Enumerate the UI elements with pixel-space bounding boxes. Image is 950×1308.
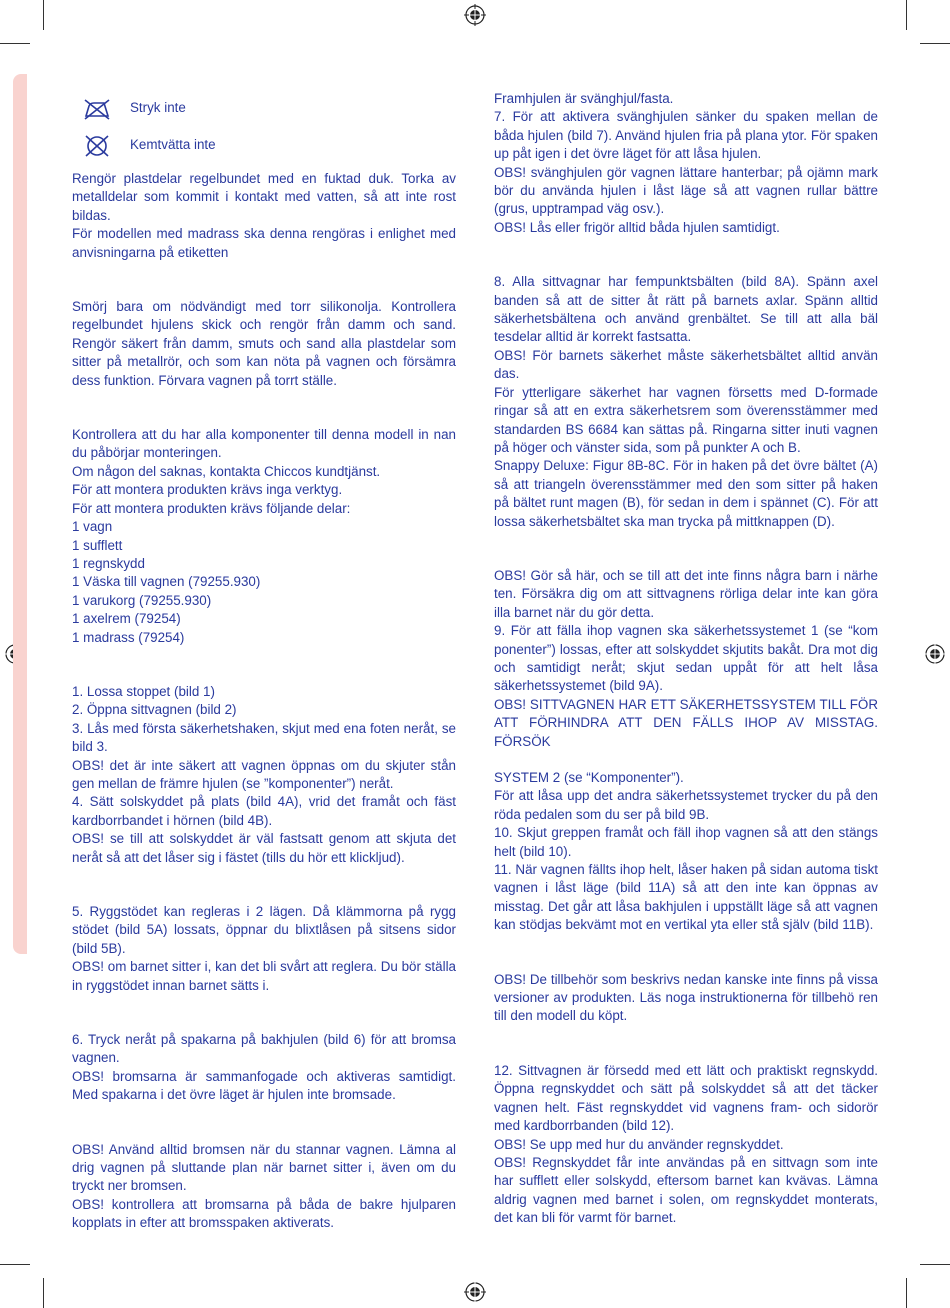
crop-mark [43,0,44,30]
wheels-note: OBS! Lås eller frigör alltid båda hjulen samtidigt. [494,219,780,235]
wheels-note: OBS! svänghjulen gör vagnen lättare hanterbar; på ojämn mark bör du använda hjulen i låst läge så att vagnen rullar bättre (grus, upptrampad väg osv.). [494,164,878,217]
wheels-text: Framhjulen är svänghjul/fasta. [494,91,674,106]
components-list-item: 1 Väska till vagnen (79255.930) [72,574,261,590]
components-list-item: 1 regnskydd [72,555,145,571]
crop-mark [920,43,950,44]
components-list-item: 1 varukorg (79255.930) [72,592,212,608]
folding-step: 11. När vagnen fällts ihop helt, låser haken på sidan automa tiskt vagnen i låst läge (bild 11A) så att den inte kan öppnas av misstag. Det går att låsa bakhjulen i uppställt läge så att vagnen kan stödjas bekvämt mot en vertikal yta eller stå själv (bild 11B). [494,862,878,933]
brake-warning: OBS! Använd alltid bromsen när du stannar vagnen. Lämna al drig vagnen på sluttande plan när barnet sitter i, även om du tryckt ner bromsen. [72,1141,456,1194]
cleaning-text: Rengör plastdelar regelbundet med en fuktad duk. Torka av metalldelar som kommit i kontakt med vatten, så att inte rost bildas. [72,171,456,223]
components-list-item: 1 madrass (79254) [72,629,185,645]
registration-mark-icon [464,4,486,26]
registration-mark-icon [464,1281,486,1303]
backrest-step: 5. Ryggstödet kan regleras i 2 lägen. Då klämmorna på rygg stödet (bild 5A) lossats, öppnar du blixtlåsen på sitsens sidor (bild 5B). [72,904,456,956]
right-column [494,90,878,1228]
wheels-step: 7. För att aktivera svänghjulen sänker du spaken mellan de båda hjulen (bild 7). Använd hjulen fria på plana ytor. För spaken up påt igen i det övre läget för att låsa hjulen. [494,109,878,162]
folding-warning: OBS! Gör så här, och se till att det inte finns några barn i närhe ten. Försäkra dig om att sittvagnens rörliga delar inte kan göra illa barnet när du gör detta. [494,567,878,620]
care-label: Stryk inte [130,100,186,116]
belts-step: 8. Alla sittvagnar har fempunktsbälten (bild 8A). Spänn axel banden så att de sitter åt rätt på barnets axlar. Spänn alltid säkerhetsbältena och använd grenbältet. Se till att alla bäl tesdelar alltid är korrekt fastsatta. [494,274,878,345]
components-text: För att montera produkten krävs följande delar: [72,500,351,516]
belts-text: Snappy Deluxe: Figur 8B-8C. För in haken på det övre bältet (A) så att triangeln överensstämmer med den som sitter på haken på bältet runt magen (B), för sedan in dem i spännet (C). För att lossa säkerhetsbältet ska man trycka på mittknappen (D). [494,458,878,529]
crop-mark [43,1278,44,1308]
belts-note: OBS! För barnets säkerhet måste säkerhetsbältet alltid använ das. [494,347,878,382]
raincover-step: 12. Sittvagnen är försedd med ett lätt och praktiskt regnskydd. Öppna regnskyddet och sätt på solskyddet så att det täcker vagnen helt. Fäst regnskyddet vid vagnens fram- och sidorör med kardborrbanden (bild 12). [494,1062,878,1134]
registration-mark-icon [924,643,946,665]
edge-color-tab [13,74,27,954]
backrest-note: OBS! om barnet sitter i, kan det bli svårt att reglera. Du bör ställa in ryggstödet innan barnet sätts i. [72,959,456,993]
folding-step: 9. För att fälla ihop vagnen ska säkerhetssystemet 1 (se “kom ponenter”) lossas, efter att solskyddet skjutits bakåt. Dra mot dig och samtidigt neråt; skjut sedan uppåt för att helt låsa säkerhetssystemet (bild 9A). [494,623,878,694]
components-list-item: 1 axelrem (79254) [72,611,181,627]
opening-step: 4. Sätt solskyddet på plats (bild 4A), vrid det framåt och fäst kardborrbandet i hörnen (bild 4B). [72,794,456,828]
accessories-note: OBS! De tillbehör som beskrivs nedan kanske inte finns på vissa versioner av produkten. Läs noga instruktionerna för tillbehö ren till den modell du köpt. [494,971,878,1024]
crop-mark [906,0,907,30]
brakes-note: OBS! bromsarna är sammanfogade och aktiveras samtidigt. Med spakarna i det övre läget är hjulen inte bromsade. [72,1068,456,1103]
opening-step: 1. Lossa stoppet (bild 1) [72,683,215,699]
care-label: Kemtvätta inte [130,137,216,153]
care-row-no-iron [72,90,456,127]
folding-step: 10. Skjut greppen framåt och fäll ihop vagnen så att den stängs helt (bild 10). [494,825,878,859]
components-list-item: 1 vagn [72,519,113,535]
crop-mark [0,43,30,44]
opening-note: OBS! det är inte säkert att vagnen öppnas om du skjuter stån gen mellan de främre hjulen (se ”komponenter”) neråt. [72,757,456,791]
no-iron-icon [72,98,130,120]
raincover-note: OBS! Regnskyddet får inte användas på en sittvagn som inte har sufflett eller solskydd, eftersom barnet kan kvävas. Lämna aldrig vagnen med barnet i solen, om regnskyddet monterats, det kan bli för varmt för barnet. [494,1154,878,1226]
folding-warning: OBS! SITTVAGNEN HAR ETT SÄKERHETSSYSTEM TILL FÖR ATT FÖRHINDRA ATT DEN FÄLLS IHOP AV MISSTAG. FÖRSÖK [494,696,878,749]
raincover-note: OBS! Se upp med hur du använder regnskyddet. [494,1136,784,1152]
belts-text: För ytterligare säkerhet har vagnen försetts med D-formade ringar så att en extra säkerhetsrem som överensstämmer med standarden BS 6684 kan sättas på. Ringarna sitter inuti vagnen på höger och vänster sida, som på punkter A och B. [494,384,878,455]
maintenance-text: Smörj bara om nödvändigt med torr silikonolja. Kontrollera regelbundet hjulens skick och rengör från damm och sand. Rengör säkert från damm, smuts och sand alla plastdelar som sitter på metallrör, och som kan nöta på vagnen och försämra dess funktion. Förvara vagnen på torrt ställe. [72,299,456,388]
crop-mark [906,1278,907,1308]
care-row-no-dry-clean [72,127,456,164]
components-list-item: 1 sufflett [72,537,123,553]
folding-text: För att låsa upp det andra säkerhetssystemet trycker du på den röda pedalen som du ser på bild 9B. [494,788,878,822]
opening-note: OBS! se till att solskyddet är väl fastsatt genom att skjuta det neråt så att det låser sig i fästet (tills du hör ett klickljud). [72,831,456,865]
opening-step: 2. Öppna sittvagnen (bild 2) [72,702,237,718]
left-column [72,90,456,1233]
crop-mark [0,1264,30,1265]
folding-text: SYSTEM 2 (se “Komponenter”). [494,770,684,785]
no-dry-clean-icon [72,134,130,158]
brake-warning: OBS! kontrollera att bromsarna på båda de bakre hjulparen kopplats in efter att bromsspaken aktiverats. [72,1196,456,1231]
components-text: För att montera produkten krävs inga verktyg. [72,482,343,498]
components-text: Om någon del saknas, kontakta Chiccos kundtjänst. [72,463,381,479]
crop-mark [920,1264,950,1265]
components-text: Kontrollera att du har alla komponenter till denna modell in nan du påbörjar monteringen. [72,427,456,461]
cleaning-text: För modellen med madrass ska denna rengöras i enlighet med anvisningarna på etiketten [72,226,456,260]
brakes-step: 6. Tryck neråt på spakarna på bakhjulen (bild 6) för att bromsa vagnen. [72,1032,456,1066]
opening-step: 3. Lås med första säkerhetshaken, skjut med ena foten neråt, se bild 3. [72,720,456,755]
